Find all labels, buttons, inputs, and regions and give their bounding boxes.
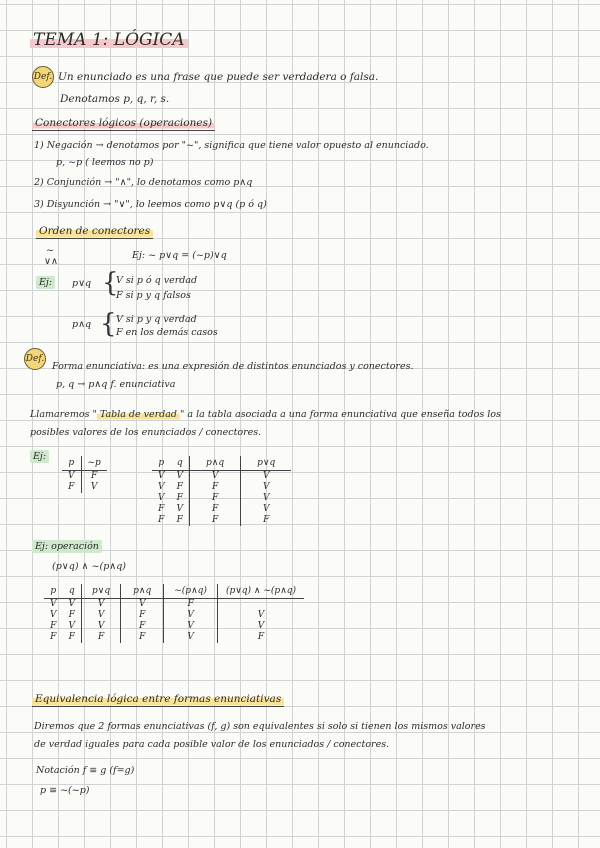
ej1-label: Ej: [30, 452, 49, 462]
equiv-example: p ≡ ~(~p) [40, 785, 90, 796]
orden-heading: Orden de conectores [36, 226, 153, 237]
and-or-truth-table: p q p∧q p∨q V V V V V F F V V F F V F V F V F F F F [152, 456, 291, 526]
equiv-heading: Equivalencia lógica entre formas enunciativas [32, 694, 284, 705]
brace-or: { [102, 268, 119, 298]
conectores-heading: Conectores lógicos (operaciones) [32, 118, 215, 129]
orden-example: Ej: ~ p∨q = (~p)∨q [132, 250, 227, 261]
conector-item-2: 2) Conjunción → "∧", lo denotamos como p∧q [34, 177, 253, 188]
table-row: F V V F V V [50, 621, 265, 631]
or-lhs: p∨q [72, 278, 92, 289]
table-row: F F F F V F [50, 632, 265, 642]
brace-and: { [100, 309, 117, 339]
tabla-line1: Llamaremos " Tabla de verdad " a la tabla asociada a una forma enunciativa que enseña todos los [30, 409, 501, 420]
ej2-label: Ej: operación [32, 542, 102, 552]
orden-ej-label: Ej: [36, 278, 55, 288]
equiv-notation: Notación f ≡ g (f=g) [36, 765, 135, 776]
table-row: V F F V [158, 482, 270, 492]
ej2-expression: (p∨q) ∧ ~(p∧q) [52, 561, 127, 572]
definition-badge-1: Def. [32, 66, 54, 88]
def1-line1: Un enunciado es una frase que puede ser verdadera o falsa. [58, 71, 379, 83]
orden-symbol-neg: ~ [46, 245, 54, 256]
definition-badge-2: Def. [24, 348, 46, 370]
table-row: V F [62, 471, 107, 483]
def2-line2: p, q → p∧q f. enunciativa [56, 379, 176, 390]
equiv-line1: Diremos que 2 formas enunciativas (f, g) son equivalentes si solo si tienen los mismos valores [34, 721, 486, 732]
table-row: V F F V [158, 493, 270, 503]
and-case1: V si p y q verdad [116, 314, 197, 325]
conector-item-1: 1) Negación → denotamos por "~", significa que tiene valor opuesto al enunciado. [34, 140, 429, 151]
and-case2: F en los demás casos [116, 327, 218, 338]
or-case2: F si p y q falsos [116, 290, 191, 301]
conector-item-3: 3) Disyunción → "∨", lo leemos como p∨q (p ó q) [34, 199, 267, 210]
table-row: F F F F [158, 515, 270, 525]
equiv-line2: de verdad iguales para cada posible valor de los enunciados / conectores. [34, 739, 390, 750]
or-case1: V si p ó q verdad [116, 275, 198, 286]
conector-item-1b: p, ~p ( leemos no p) [56, 157, 154, 168]
table-row: F V [62, 482, 107, 493]
def1-line2: Denotamos p, q, r, s. [60, 93, 170, 105]
tabla-line2: posibles valores de los enunciados / conectores. [30, 427, 262, 438]
def2-line1: Forma enunciativa: es una expresión de distintos enunciados y conectores. [52, 361, 414, 372]
table-row: V V V V [158, 471, 270, 481]
page-title: TEMA 1: LÓGICA [30, 32, 188, 49]
table-row: V F V F V V [50, 610, 265, 620]
table-row: F V F V [158, 504, 270, 514]
operation-truth-table: p q p∨q p∧q ~(p∧q) (p∨q) ∧ ~(p∧q) V V V V F V F V F V V F V V F V V F F F F V F [44, 584, 304, 643]
and-lhs: p∧q [72, 319, 92, 330]
orden-symbol-orand: ∨∧ [44, 256, 58, 267]
table-row: V V V V F [44, 599, 304, 611]
negation-truth-table: p ~p V F F V [62, 456, 107, 493]
